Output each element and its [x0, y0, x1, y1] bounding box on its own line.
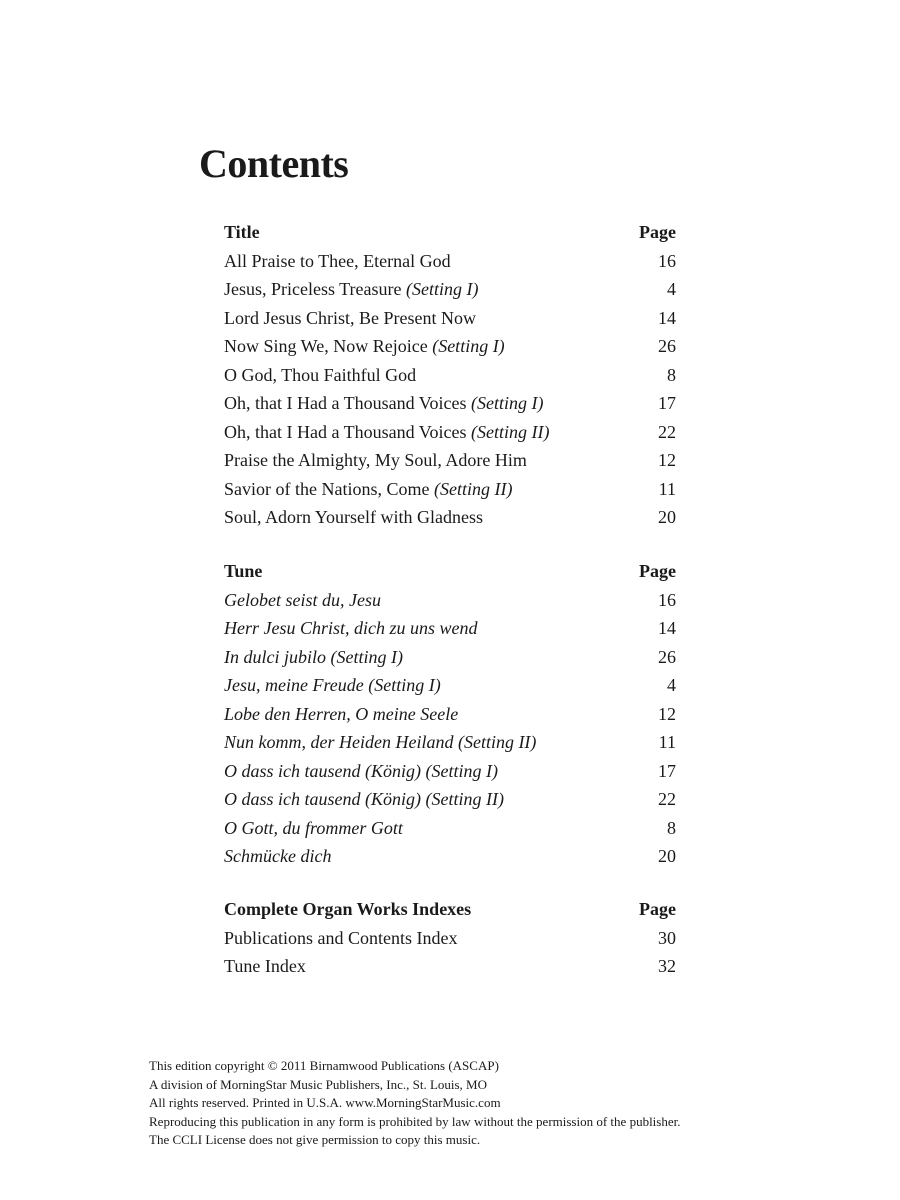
title-entry-page: 26 [658, 336, 676, 356]
title-entry-name: All Praise to Thee, Eternal God [224, 250, 451, 271]
title-entry-page: 4 [667, 279, 676, 299]
tune-entry-page: 4 [667, 675, 676, 695]
footer-line: This edition copyright © 2011 Birnamwood Publications (ASCAP) [149, 1058, 499, 1073]
title-entry [224, 389, 676, 418]
tunes-header-page: Page [639, 561, 676, 581]
copyright-footer [149, 1057, 680, 1150]
footer-line: All rights reserved. Printed in U.S.A. www.MorningStarMusic.com [149, 1095, 501, 1110]
title-entry-name: Jesus, Priceless Treasure (Setting I) [224, 279, 479, 299]
index-entry-page: 32 [658, 956, 676, 976]
indexes-header-page: Page [639, 899, 676, 919]
title-entry [224, 446, 676, 475]
title-entry-page: 16 [658, 250, 676, 271]
tune-entry-name: Herr Jesu Christ, dich zu uns wend [224, 618, 478, 638]
title-entry [224, 418, 676, 447]
tune-entry-name: O dass ich tausend (König) (Setting I) [224, 760, 498, 781]
tune-entry-name: In dulci jubilo (Setting I) [224, 646, 403, 667]
tune-entry [224, 814, 676, 843]
tunes-section [224, 557, 676, 871]
tune-entry [224, 586, 676, 615]
tune-entry-name: Jesu, meine Freude (Setting I) [224, 675, 441, 695]
index-entry [224, 924, 676, 953]
tune-entry-page: 12 [658, 703, 676, 724]
tune-entry [224, 700, 676, 729]
title-entry-page: 11 [658, 478, 676, 499]
tune-entry [224, 785, 676, 814]
tunes-header-label: Tune [224, 561, 263, 581]
title-entry [224, 503, 676, 532]
tune-entry-name: Gelobet seist du, Jesu [224, 589, 381, 610]
tune-entry-name: Lobe den Herren, O meine Seele [224, 703, 459, 724]
title-entry [224, 275, 676, 304]
tunes-header-row [224, 557, 676, 586]
title-entry-page: 17 [658, 393, 676, 413]
title-entry-page: 12 [658, 450, 676, 470]
tune-entry-page: 8 [667, 817, 676, 838]
tune-entry-name: Nun komm, der Heiden Heiland (Setting II) [224, 732, 537, 752]
title-entry [224, 332, 676, 361]
title-entry [224, 361, 676, 390]
tune-entry-page: 26 [658, 646, 676, 667]
tune-entry-name: Schmücke dich [224, 846, 332, 866]
titles-header-label: Title [224, 222, 260, 242]
footer-line: A division of MorningStar Music Publishers, Inc., St. Louis, MO [149, 1076, 488, 1092]
footer-line: The CCLI License does not give permission to copy this music. [149, 1132, 481, 1147]
title-entry-name: Savior of the Nations, Come (Setting II) [224, 478, 513, 499]
title-entry-page: 20 [658, 507, 676, 527]
index-entry-page: 30 [658, 927, 676, 948]
tune-entry [224, 728, 676, 757]
title-entry-name: Oh, that I Had a Thousand Voices (Setting I) [224, 393, 544, 413]
tune-entry [224, 671, 676, 700]
title-entry-name: Praise the Almighty, My Soul, Adore Him [224, 450, 527, 470]
tune-entry-page: 14 [658, 618, 676, 638]
titles-header-row [224, 218, 676, 247]
title-entry-name: Now Sing We, Now Rejoice (Setting I) [224, 336, 505, 356]
titles-section [224, 218, 676, 532]
title-entry-name: Soul, Adorn Yourself with Gladness [224, 507, 484, 527]
title-entry [224, 247, 676, 276]
tune-entry [224, 757, 676, 786]
title-entry-page: 14 [658, 307, 676, 328]
page-title: Contents [199, 141, 349, 186]
tune-entry [224, 643, 676, 672]
title-entry-name: Oh, that I Had a Thousand Voices (Setting II) [224, 421, 550, 442]
footer-line: Reproducing this publication in any form is prohibited by law without the permission of the publisher. [149, 1113, 681, 1129]
indexes-header-row [224, 895, 676, 924]
title-entry [224, 475, 676, 504]
tune-entry-page: 11 [658, 732, 676, 752]
index-entry-name: Tune Index [224, 956, 306, 976]
tune-entry [224, 614, 676, 643]
index-entry-name: Publications and Contents Index [224, 927, 458, 948]
indexes-header-label: Complete Organ Works Indexes [224, 899, 472, 919]
tune-entry-name: O Gott, du frommer Gott [224, 817, 403, 838]
title-entry [224, 304, 676, 333]
index-entry [224, 952, 676, 981]
titles-header-page: Page [639, 222, 676, 242]
tune-entry [224, 842, 676, 871]
title-entry-name: Lord Jesus Christ, Be Present Now [224, 307, 476, 328]
tune-entry-page: 17 [658, 760, 676, 781]
tune-entry-page: 16 [658, 589, 676, 610]
title-entry-page: 8 [667, 364, 676, 385]
tune-entry-page: 22 [658, 789, 676, 809]
title-entry-page: 22 [658, 421, 676, 442]
tune-entry-page: 20 [658, 846, 676, 866]
title-entry-name: O God, Thou Faithful God [224, 364, 417, 385]
indexes-section [224, 895, 676, 981]
tune-entry-name: O dass ich tausend (König) (Setting II) [224, 789, 504, 809]
